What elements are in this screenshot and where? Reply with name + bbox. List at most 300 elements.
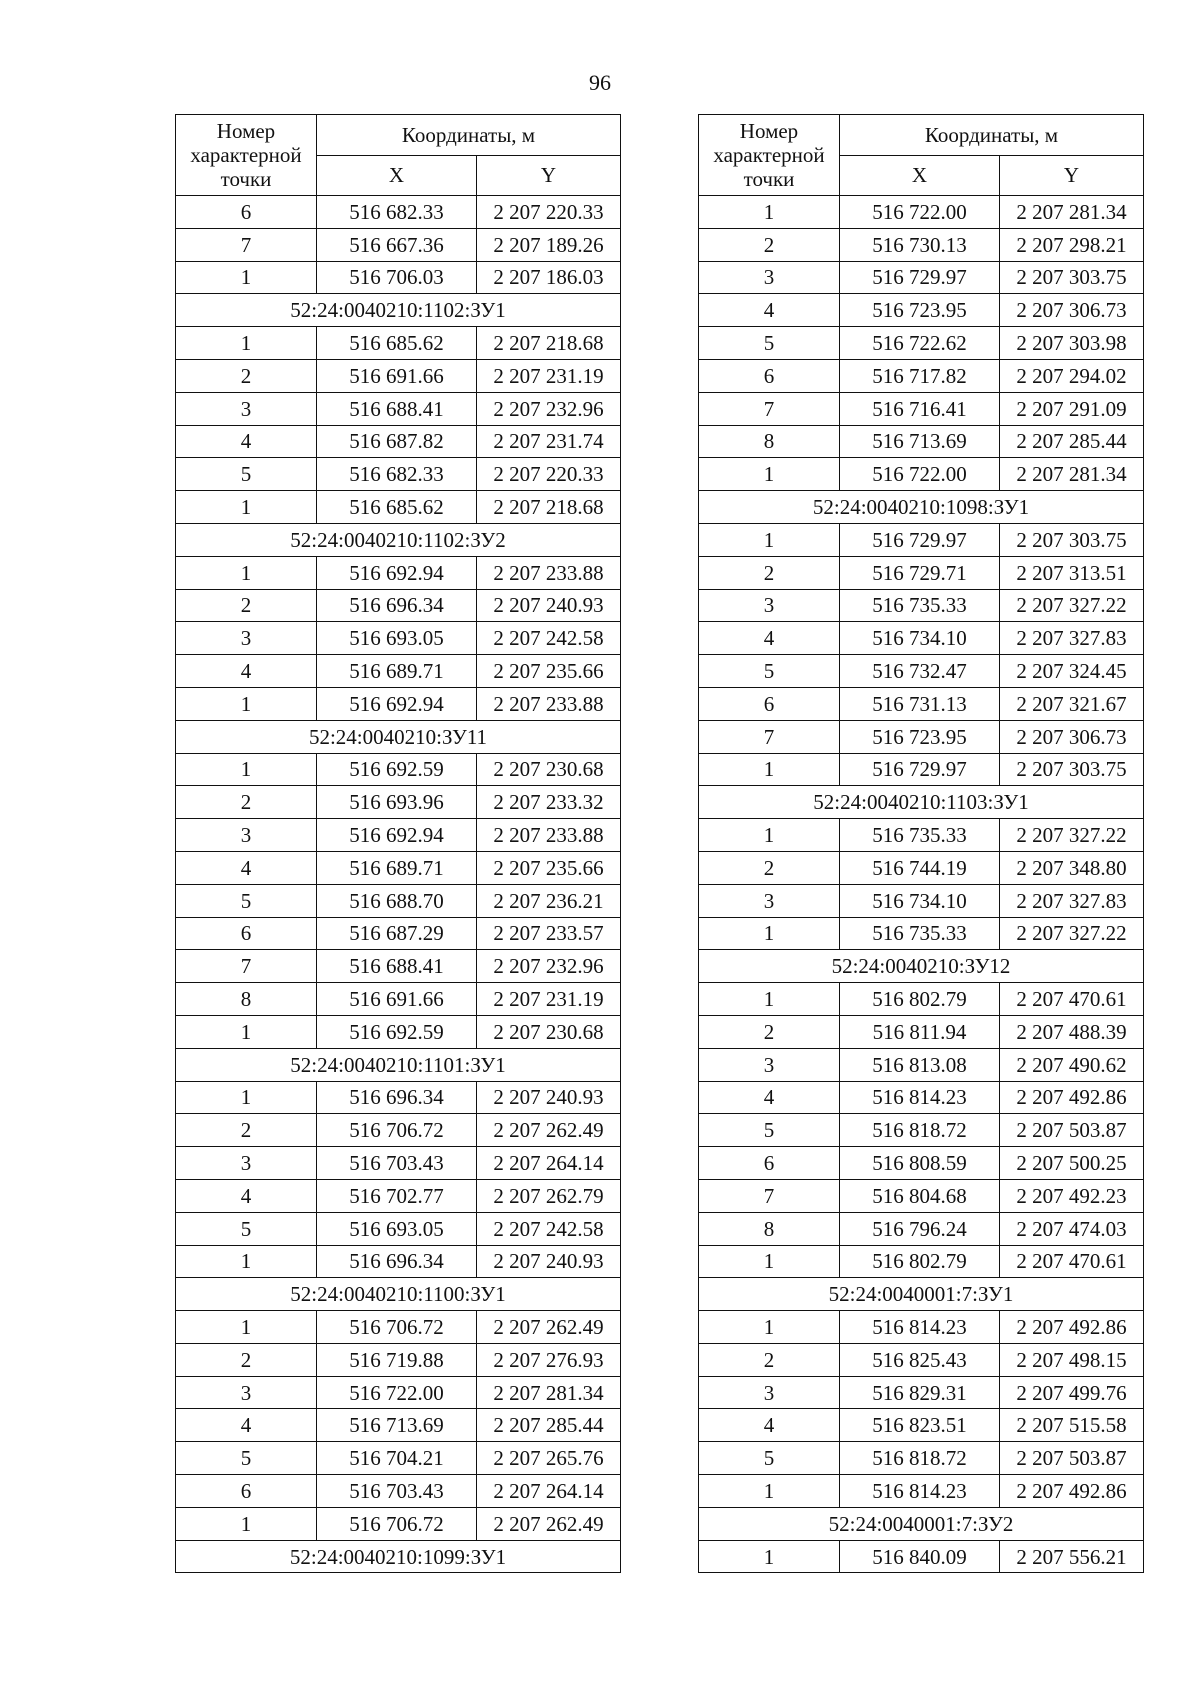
x-coordinate-cell: 516 696.34	[317, 589, 477, 622]
point-number-cell: 2	[176, 359, 317, 392]
table-row	[176, 458, 621, 491]
x-coordinate-cell: 516 829.31	[840, 1376, 1000, 1409]
table-row	[699, 1048, 1144, 1081]
table-row	[176, 983, 621, 1016]
x-coordinate-cell: 516 692.59	[317, 1015, 477, 1048]
y-coordinate-cell: 2 207 230.68	[477, 1015, 621, 1048]
table-row	[699, 1540, 1144, 1573]
point-number-cell: 7	[176, 228, 317, 261]
point-number-cell: 1	[699, 819, 840, 852]
table-row	[176, 1376, 621, 1409]
y-coordinate-cell: 2 207 306.73	[1000, 720, 1144, 753]
table-row	[699, 196, 1144, 229]
point-number-cell: 1	[176, 1015, 317, 1048]
x-coordinate-cell: 516 825.43	[840, 1343, 1000, 1376]
x-coordinate-cell: 516 689.71	[317, 655, 477, 688]
y-coordinate-cell: 2 207 242.58	[477, 1212, 621, 1245]
y-coordinate-cell: 2 207 556.21	[1000, 1540, 1144, 1573]
x-coordinate-cell: 516 691.66	[317, 359, 477, 392]
x-coordinate-cell: 516 814.23	[840, 1311, 1000, 1344]
point-number-cell: 3	[176, 392, 317, 425]
x-coordinate-cell: 516 729.97	[840, 753, 1000, 786]
x-coordinate-cell: 516 706.72	[317, 1114, 477, 1147]
y-coordinate-cell: 2 207 265.76	[477, 1442, 621, 1475]
point-number-cell: 3	[176, 622, 317, 655]
cadastral-number: 52:24:0040210:1099:ЗУ1	[176, 1540, 621, 1573]
point-number-cell: 1	[176, 327, 317, 360]
table-row	[699, 228, 1144, 261]
point-number-cell: 5	[176, 884, 317, 917]
point-number-cell: 6	[699, 687, 840, 720]
y-coordinate-cell: 2 207 231.74	[477, 425, 621, 458]
table-body	[176, 196, 621, 1573]
x-coordinate-cell: 516 713.69	[840, 425, 1000, 458]
table-row	[699, 327, 1144, 360]
section-row	[176, 720, 621, 753]
point-number-cell: 8	[699, 1212, 840, 1245]
x-coordinate-cell: 516 682.33	[317, 196, 477, 229]
x-coordinate-cell: 516 744.19	[840, 851, 1000, 884]
y-coordinate-cell: 2 207 232.96	[477, 392, 621, 425]
x-coordinate-cell: 516 722.00	[317, 1376, 477, 1409]
point-number-cell: 1	[699, 1540, 840, 1573]
y-coordinate-cell: 2 207 240.93	[477, 589, 621, 622]
y-coordinate-cell: 2 207 189.26	[477, 228, 621, 261]
cadastral-number: 52:24:0040210:1100:ЗУ1	[176, 1278, 621, 1311]
point-number-cell: 5	[176, 458, 317, 491]
y-coordinate-cell: 2 207 303.75	[1000, 753, 1144, 786]
x-coordinate-cell: 516 685.62	[317, 491, 477, 524]
y-header: Y	[477, 155, 621, 196]
point-number-cell: 1	[699, 523, 840, 556]
table-row	[699, 1475, 1144, 1508]
y-coordinate-cell: 2 207 220.33	[477, 458, 621, 491]
point-number-cell: 2	[699, 228, 840, 261]
y-coordinate-cell: 2 207 298.21	[1000, 228, 1144, 261]
x-coordinate-cell: 516 722.00	[840, 196, 1000, 229]
y-coordinate-cell: 2 207 285.44	[477, 1409, 621, 1442]
point-number-cell: 5	[699, 1114, 840, 1147]
y-coordinate-cell: 2 207 262.49	[477, 1311, 621, 1344]
table-row	[176, 1015, 621, 1048]
table-row	[176, 1442, 621, 1475]
x-header: X	[840, 155, 1000, 196]
point-number-cell: 1	[699, 917, 840, 950]
table-row	[176, 196, 621, 229]
table-row	[176, 261, 621, 294]
section-row	[176, 523, 621, 556]
x-coordinate-cell: 516 814.23	[840, 1081, 1000, 1114]
y-coordinate-cell: 2 207 498.15	[1000, 1343, 1144, 1376]
y-coordinate-cell: 2 207 262.49	[477, 1114, 621, 1147]
point-number-cell: 3	[699, 261, 840, 294]
table-row	[176, 753, 621, 786]
y-coordinate-cell: 2 207 492.86	[1000, 1081, 1144, 1114]
x-coordinate-cell: 516 696.34	[317, 1245, 477, 1278]
point-number-cell: 1	[176, 556, 317, 589]
y-coordinate-cell: 2 207 303.75	[1000, 261, 1144, 294]
coordinates-table-left	[175, 114, 621, 1573]
y-coordinate-cell: 2 207 262.79	[477, 1179, 621, 1212]
section-row	[699, 491, 1144, 524]
table-row	[176, 1343, 621, 1376]
point-number-cell: 1	[699, 1475, 840, 1508]
table-row	[699, 753, 1144, 786]
table-row	[699, 556, 1144, 589]
point-number-cell: 6	[176, 917, 317, 950]
x-coordinate-cell: 516 840.09	[840, 1540, 1000, 1573]
x-coordinate-cell: 516 717.82	[840, 359, 1000, 392]
table-row	[699, 589, 1144, 622]
table-row	[176, 228, 621, 261]
y-coordinate-cell: 2 207 231.19	[477, 359, 621, 392]
point-number-cell: 1	[699, 1311, 840, 1344]
x-coordinate-cell: 516 667.36	[317, 228, 477, 261]
y-coordinate-cell: 2 207 500.25	[1000, 1147, 1144, 1180]
x-coordinate-cell: 516 729.71	[840, 556, 1000, 589]
y-coordinate-cell: 2 207 264.14	[477, 1147, 621, 1180]
x-coordinate-cell: 516 823.51	[840, 1409, 1000, 1442]
table-row	[176, 950, 621, 983]
table-row	[699, 917, 1144, 950]
point-number-header: Номер характерной точки	[699, 115, 840, 196]
table-row	[176, 786, 621, 819]
x-coordinate-cell: 516 688.41	[317, 950, 477, 983]
table-row	[699, 1245, 1144, 1278]
point-number-cell: 1	[176, 753, 317, 786]
x-coordinate-cell: 516 729.97	[840, 261, 1000, 294]
section-row	[176, 294, 621, 327]
y-coordinate-cell: 2 207 515.58	[1000, 1409, 1144, 1442]
table-row	[699, 1081, 1144, 1114]
y-coordinate-cell: 2 207 233.32	[477, 786, 621, 819]
cadastral-number: 52:24:0040001:7:ЗУ2	[699, 1507, 1144, 1540]
point-number-cell: 7	[176, 950, 317, 983]
y-coordinate-cell: 2 207 242.58	[477, 622, 621, 655]
point-number-cell: 2	[176, 1343, 317, 1376]
point-number-cell: 2	[176, 589, 317, 622]
table-row	[699, 294, 1144, 327]
y-coordinate-cell: 2 207 303.98	[1000, 327, 1144, 360]
y-coordinate-cell: 2 207 321.67	[1000, 687, 1144, 720]
y-coordinate-cell: 2 207 291.09	[1000, 392, 1144, 425]
y-coordinate-cell: 2 207 474.03	[1000, 1212, 1144, 1245]
x-coordinate-cell: 516 732.47	[840, 655, 1000, 688]
y-coordinate-cell: 2 207 327.22	[1000, 589, 1144, 622]
x-coordinate-cell: 516 735.33	[840, 589, 1000, 622]
table-row	[176, 819, 621, 852]
table-row	[176, 425, 621, 458]
point-number-cell: 1	[699, 196, 840, 229]
table-row	[699, 655, 1144, 688]
x-coordinate-cell: 516 702.77	[317, 1179, 477, 1212]
x-coordinate-cell: 516 688.70	[317, 884, 477, 917]
table-row	[176, 556, 621, 589]
x-coordinate-cell: 516 730.13	[840, 228, 1000, 261]
table-row	[176, 851, 621, 884]
x-coordinate-cell: 516 802.79	[840, 983, 1000, 1016]
y-coordinate-cell: 2 207 281.34	[1000, 196, 1144, 229]
x-coordinate-cell: 516 818.72	[840, 1114, 1000, 1147]
section-row	[699, 786, 1144, 819]
x-coordinate-cell: 516 688.41	[317, 392, 477, 425]
section-row	[176, 1540, 621, 1573]
y-coordinate-cell: 2 207 470.61	[1000, 1245, 1144, 1278]
x-coordinate-cell: 516 692.94	[317, 687, 477, 720]
x-coordinate-cell: 516 796.24	[840, 1212, 1000, 1245]
section-row	[699, 950, 1144, 983]
x-coordinate-cell: 516 802.79	[840, 1245, 1000, 1278]
y-coordinate-cell: 2 207 327.22	[1000, 917, 1144, 950]
y-coordinate-cell: 2 207 348.80	[1000, 851, 1144, 884]
x-coordinate-cell: 516 693.05	[317, 1212, 477, 1245]
table-row	[176, 884, 621, 917]
x-coordinate-cell: 516 814.23	[840, 1475, 1000, 1508]
y-coordinate-cell: 2 207 233.88	[477, 556, 621, 589]
table-row	[176, 1114, 621, 1147]
table-row	[699, 1311, 1144, 1344]
table-row	[699, 425, 1144, 458]
y-coordinate-cell: 2 207 233.88	[477, 819, 621, 852]
table-row	[176, 655, 621, 688]
y-coordinate-cell: 2 207 313.51	[1000, 556, 1144, 589]
y-coordinate-cell: 2 207 232.96	[477, 950, 621, 983]
cadastral-number: 52:24:0040210:ЗУ12	[699, 950, 1144, 983]
x-coordinate-cell: 516 804.68	[840, 1179, 1000, 1212]
point-number-cell: 8	[176, 983, 317, 1016]
point-number-cell: 5	[699, 327, 840, 360]
point-number-cell: 3	[176, 819, 317, 852]
x-coordinate-cell: 516 723.95	[840, 720, 1000, 753]
y-coordinate-cell: 2 207 235.66	[477, 851, 621, 884]
point-number-cell: 4	[699, 1409, 840, 1442]
x-coordinate-cell: 516 713.69	[317, 1409, 477, 1442]
x-coordinate-cell: 516 696.34	[317, 1081, 477, 1114]
table-row	[699, 622, 1144, 655]
table-row	[176, 1179, 621, 1212]
point-number-cell: 6	[699, 1147, 840, 1180]
x-coordinate-cell: 516 687.29	[317, 917, 477, 950]
y-coordinate-cell: 2 207 490.62	[1000, 1048, 1144, 1081]
table-row	[699, 1442, 1144, 1475]
point-number-cell: 2	[176, 1114, 317, 1147]
y-coordinate-cell: 2 207 470.61	[1000, 983, 1144, 1016]
point-number-cell: 1	[176, 1081, 317, 1114]
point-number-cell: 1	[699, 753, 840, 786]
x-coordinate-cell: 516 722.00	[840, 458, 1000, 491]
x-coordinate-cell: 516 731.13	[840, 687, 1000, 720]
x-coordinate-cell: 516 692.94	[317, 556, 477, 589]
cadastral-number: 52:24:0040210:1098:ЗУ1	[699, 491, 1144, 524]
point-number-cell: 3	[699, 1048, 840, 1081]
y-coordinate-cell: 2 207 327.83	[1000, 622, 1144, 655]
x-coordinate-cell: 516 687.82	[317, 425, 477, 458]
y-coordinate-cell: 2 207 281.34	[1000, 458, 1144, 491]
table-row	[699, 1179, 1144, 1212]
y-coordinate-cell: 2 207 231.19	[477, 983, 621, 1016]
cadastral-number: 52:24:0040210:1102:ЗУ2	[176, 523, 621, 556]
y-coordinate-cell: 2 207 327.83	[1000, 884, 1144, 917]
y-coordinate-cell: 2 207 264.14	[477, 1475, 621, 1508]
coordinates-header: Координаты, м	[840, 115, 1144, 156]
table-row	[699, 359, 1144, 392]
point-number-cell: 3	[699, 1376, 840, 1409]
point-number-cell: 7	[699, 392, 840, 425]
point-number-cell: 7	[699, 720, 840, 753]
point-number-cell: 2	[699, 556, 840, 589]
table-row	[699, 1343, 1144, 1376]
table-row	[699, 884, 1144, 917]
x-coordinate-cell: 516 734.10	[840, 884, 1000, 917]
x-coordinate-cell: 516 692.94	[317, 819, 477, 852]
point-number-header: Номер характерной точки	[176, 115, 317, 196]
table-row	[699, 720, 1144, 753]
table-row	[176, 1409, 621, 1442]
y-coordinate-cell: 2 207 276.93	[477, 1343, 621, 1376]
y-coordinate-cell: 2 207 240.93	[477, 1245, 621, 1278]
y-coordinate-cell: 2 207 220.33	[477, 196, 621, 229]
x-coordinate-cell: 516 706.03	[317, 261, 477, 294]
y-coordinate-cell: 2 207 492.86	[1000, 1311, 1144, 1344]
point-number-cell: 1	[176, 1507, 317, 1540]
x-coordinate-cell: 516 693.05	[317, 622, 477, 655]
section-row	[176, 1278, 621, 1311]
y-coordinate-cell: 2 207 236.21	[477, 884, 621, 917]
x-coordinate-cell: 516 716.41	[840, 392, 1000, 425]
table-row	[176, 392, 621, 425]
point-number-cell: 6	[176, 1475, 317, 1508]
x-coordinate-cell: 516 682.33	[317, 458, 477, 491]
section-row	[699, 1507, 1144, 1540]
y-coordinate-cell: 2 207 262.49	[477, 1507, 621, 1540]
x-coordinate-cell: 516 811.94	[840, 1015, 1000, 1048]
table-row	[176, 622, 621, 655]
point-number-cell: 1	[699, 983, 840, 1016]
y-coordinate-cell: 2 207 306.73	[1000, 294, 1144, 327]
y-coordinate-cell: 2 207 281.34	[477, 1376, 621, 1409]
point-number-cell: 2	[699, 851, 840, 884]
cadastral-number: 52:24:0040210:ЗУ11	[176, 720, 621, 753]
y-coordinate-cell: 2 207 488.39	[1000, 1015, 1144, 1048]
coordinates-table-right	[698, 114, 1144, 1573]
x-coordinate-cell: 516 735.33	[840, 819, 1000, 852]
table-row	[699, 851, 1144, 884]
point-number-cell: 4	[699, 622, 840, 655]
section-row	[176, 1048, 621, 1081]
cadastral-number: 52:24:0040210:1103:ЗУ1	[699, 786, 1144, 819]
table-row	[176, 1245, 621, 1278]
table-row	[699, 1409, 1144, 1442]
point-number-cell: 1	[176, 491, 317, 524]
y-coordinate-cell: 2 207 503.87	[1000, 1114, 1144, 1147]
y-coordinate-cell: 2 207 303.75	[1000, 523, 1144, 556]
point-number-cell: 2	[176, 786, 317, 819]
point-number-cell: 8	[699, 425, 840, 458]
cadastral-number: 52:24:0040210:1102:ЗУ1	[176, 294, 621, 327]
y-coordinate-cell: 2 207 186.03	[477, 261, 621, 294]
y-coordinate-cell: 2 207 503.87	[1000, 1442, 1144, 1475]
y-coordinate-cell: 2 207 492.23	[1000, 1179, 1144, 1212]
table-row	[176, 917, 621, 950]
table-row	[699, 1114, 1144, 1147]
point-number-cell: 4	[176, 1409, 317, 1442]
page-number: 96	[589, 70, 611, 95]
table-row	[176, 687, 621, 720]
point-number-cell: 4	[699, 294, 840, 327]
table-row	[176, 1147, 621, 1180]
y-header: Y	[1000, 155, 1144, 196]
point-number-cell: 1	[176, 261, 317, 294]
y-coordinate-cell: 2 207 285.44	[1000, 425, 1144, 458]
y-coordinate-cell: 2 207 294.02	[1000, 359, 1144, 392]
x-coordinate-cell: 516 818.72	[840, 1442, 1000, 1475]
point-number-cell: 4	[176, 425, 317, 458]
point-number-cell: 1	[699, 1245, 840, 1278]
point-number-cell: 1	[699, 458, 840, 491]
point-number-cell: 5	[176, 1212, 317, 1245]
x-coordinate-cell: 516 704.21	[317, 1442, 477, 1475]
point-number-cell: 1	[176, 687, 317, 720]
y-coordinate-cell: 2 207 230.68	[477, 753, 621, 786]
point-number-cell: 4	[176, 1179, 317, 1212]
table-row	[176, 1081, 621, 1114]
table-row	[176, 1475, 621, 1508]
y-coordinate-cell: 2 207 492.86	[1000, 1475, 1144, 1508]
y-coordinate-cell: 2 207 324.45	[1000, 655, 1144, 688]
y-coordinate-cell: 2 207 499.76	[1000, 1376, 1144, 1409]
cadastral-number: 52:24:0040210:1101:ЗУ1	[176, 1048, 621, 1081]
x-coordinate-cell: 516 692.59	[317, 753, 477, 786]
x-coordinate-cell: 516 729.97	[840, 523, 1000, 556]
table-row	[699, 687, 1144, 720]
x-coordinate-cell: 516 703.43	[317, 1147, 477, 1180]
point-number-cell: 3	[176, 1147, 317, 1180]
x-coordinate-cell: 516 813.08	[840, 1048, 1000, 1081]
y-coordinate-cell: 2 207 233.57	[477, 917, 621, 950]
y-coordinate-cell: 2 207 218.68	[477, 327, 621, 360]
table-row	[699, 819, 1144, 852]
x-coordinate-cell: 516 719.88	[317, 1343, 477, 1376]
y-coordinate-cell: 2 207 235.66	[477, 655, 621, 688]
x-coordinate-cell: 516 722.62	[840, 327, 1000, 360]
point-number-cell: 4	[176, 851, 317, 884]
table-row	[699, 392, 1144, 425]
table-row	[699, 261, 1144, 294]
table-row	[699, 458, 1144, 491]
table-row	[699, 1376, 1144, 1409]
point-number-cell: 6	[699, 359, 840, 392]
x-coordinate-cell: 516 703.43	[317, 1475, 477, 1508]
point-number-cell: 7	[699, 1179, 840, 1212]
table-row	[176, 491, 621, 524]
x-coordinate-cell: 516 808.59	[840, 1147, 1000, 1180]
y-coordinate-cell: 2 207 233.88	[477, 687, 621, 720]
x-coordinate-cell: 516 735.33	[840, 917, 1000, 950]
point-number-cell: 1	[176, 1245, 317, 1278]
x-coordinate-cell: 516 691.66	[317, 983, 477, 1016]
point-number-cell: 4	[176, 655, 317, 688]
coordinates-header: Координаты, м	[317, 115, 621, 156]
table-row	[699, 1212, 1144, 1245]
table-row	[699, 1147, 1144, 1180]
y-coordinate-cell: 2 207 327.22	[1000, 819, 1144, 852]
point-number-cell: 5	[699, 1442, 840, 1475]
x-header: X	[317, 155, 477, 196]
x-coordinate-cell: 516 734.10	[840, 622, 1000, 655]
y-coordinate-cell: 2 207 218.68	[477, 491, 621, 524]
point-number-cell: 3	[176, 1376, 317, 1409]
point-number-cell: 1	[176, 1311, 317, 1344]
